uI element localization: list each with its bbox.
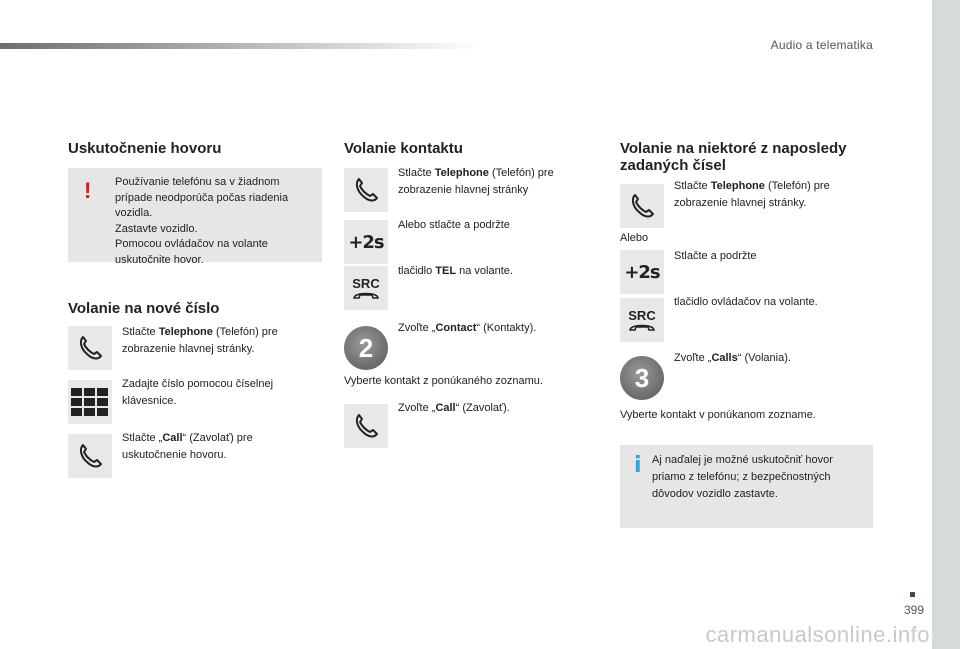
step-text: tlačidlo TEL na volante. (398, 265, 513, 277)
step-text: Stlačte a podržte (674, 250, 757, 262)
phone-icon-box[interactable] (620, 184, 664, 228)
phone-handset-icon (75, 333, 105, 363)
keypad-icon-box[interactable] (68, 380, 112, 424)
info-icon: i (634, 453, 642, 478)
step-number-circle: 2 (344, 326, 388, 370)
step-number-circle: 3 (620, 356, 664, 400)
info-text: Aj naďalej je možné uskutočniť hovor priamo z telefónu; z bezpečnostných dôvodov vozidlo zastavte. (652, 454, 833, 500)
side-strip (932, 0, 960, 649)
step-text: Stlačte Telephone (Telefón) pre zobrazenie hlavnej stránky. (674, 180, 830, 209)
phone-icon-box[interactable] (344, 168, 388, 212)
step-text: Zvoľte „Contact“ (Kontakty). (398, 322, 537, 334)
page-marker (910, 592, 915, 597)
info-box (620, 445, 873, 528)
call-icon-box[interactable] (68, 434, 112, 478)
section-title-recent-calls: Volanie na niektoré z naposledy zadaných čísel (620, 140, 847, 174)
src-button-icon: SRC (351, 277, 381, 300)
hold-2s-icon: +2s (624, 261, 660, 283)
phone-handset-icon (351, 175, 381, 205)
warning-text: Používanie telefónu sa v žiadnom prípade neodporúča počas riadenia vozidla. Zastavte vozidlo. Pomocou ovládačov na volante uskutočnite hovor. (115, 176, 289, 266)
select-contact-text: Vyberte kontakt v ponúkanom zozname. (620, 409, 816, 421)
hold-2s-icon: +2s (348, 231, 384, 253)
step-text: tlačidlo ovládačov na volante. (674, 296, 818, 308)
keypad-icon (70, 387, 110, 417)
section-title-making-call: Uskutočnenie hovoru (68, 140, 222, 157)
section-title-new-number: Volanie na nové číslo (68, 300, 220, 317)
warning-box (68, 168, 322, 266)
phone-icon-box[interactable] (68, 326, 112, 370)
warning-icon: ! (84, 178, 92, 203)
watermark: carmanualsonline.info (705, 622, 930, 647)
phone-handset-icon (75, 441, 105, 471)
phone-handset-icon (351, 411, 381, 441)
step-text: Alebo stlačte a podržte (398, 219, 510, 231)
select-contact-text: Vyberte kontakt z ponúkaného zoznamu. (344, 375, 543, 387)
hold-button-box[interactable] (344, 220, 388, 264)
call-icon-box[interactable] (344, 404, 388, 448)
section-title-call-contact: Volanie kontaktu (344, 140, 463, 157)
phone-bar-icon (627, 322, 657, 332)
step-text: Zadajte číslo pomocou číselnej klávesnice. (122, 378, 274, 407)
src-button-box[interactable] (620, 298, 664, 342)
src-button-box[interactable] (344, 266, 388, 310)
chapter-title: Audio a telematika (770, 38, 873, 52)
step-text: Stlačte „Call“ (Zavolať) pre uskutočnenie hovoru. (122, 432, 253, 461)
step-text: Zvoľte „Call“ (Zavolať). (398, 402, 510, 414)
phone-bar-icon (351, 290, 381, 300)
step-text: Stlačte Telephone (Telefón) pre zobrazenie hlavnej stránky (398, 167, 554, 196)
or-text: Alebo (620, 232, 649, 244)
page-number: 399 (903, 603, 924, 617)
step-text: Stlačte Telephone (Telefón) pre zobrazenie hlavnej stránky. (122, 326, 278, 355)
phone-handset-icon (627, 191, 657, 221)
step-text: Zvoľte „Calls“ (Volania). (674, 352, 791, 364)
header-gradient-bar (0, 43, 480, 49)
hold-button-box[interactable] (620, 250, 664, 294)
src-button-icon: SRC (627, 309, 657, 332)
